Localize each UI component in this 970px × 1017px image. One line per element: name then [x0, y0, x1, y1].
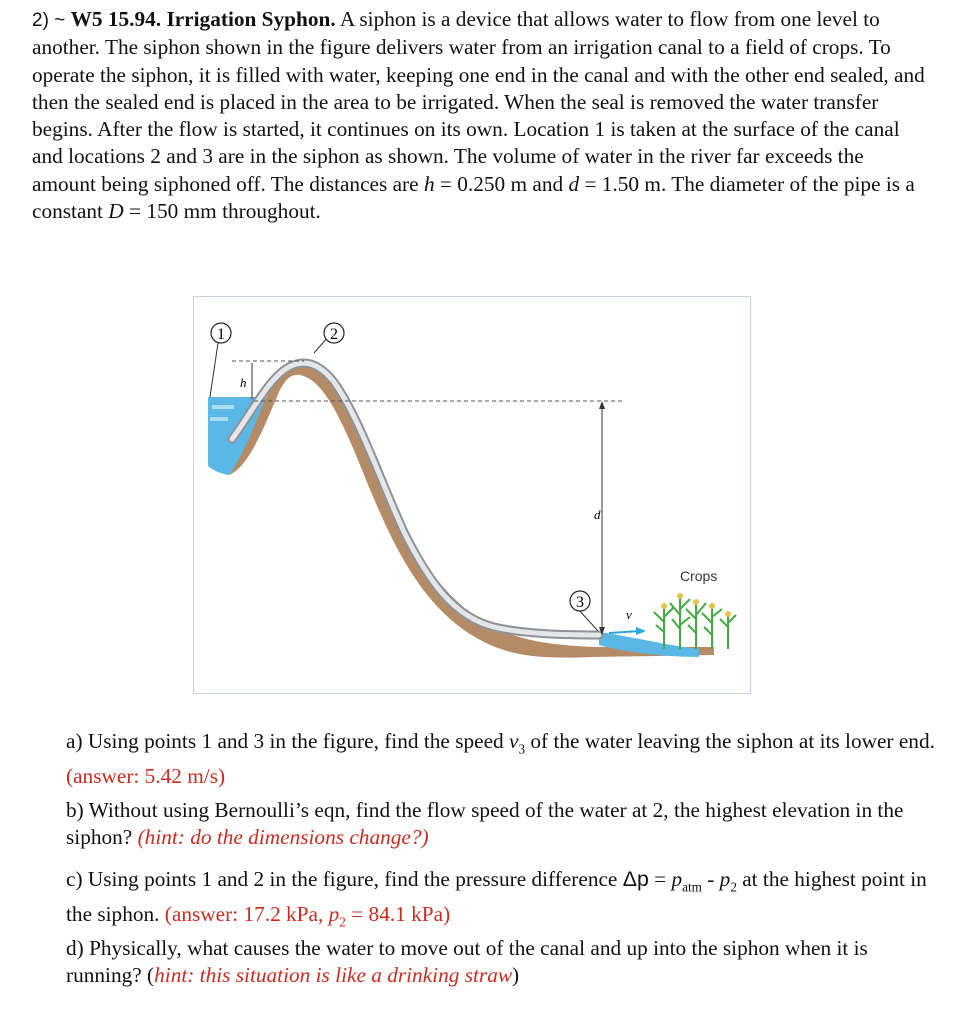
h-value: = 0.250 m and: [434, 171, 569, 196]
question-b: [66, 797, 946, 852]
siphon-figure: [193, 296, 751, 694]
question-a: [66, 728, 946, 790]
hint-d: hint: this situation is like a drinking straw: [154, 963, 513, 988]
var-p-atm: p: [671, 867, 683, 891]
pointer-3: [578, 609, 598, 631]
var-p2: p: [719, 867, 731, 891]
question-c: [66, 866, 946, 935]
question-a-text: a) Using points 1 and 3 in the figure, find the speed: [66, 729, 510, 753]
var-D: D: [108, 199, 124, 224]
question-c-text-2: at the highest point in the siphon.: [66, 867, 927, 926]
pointer-1: [210, 343, 218, 397]
question-b-text: b) Without using Bernoulli’s eqn, find the flow speed of the water at 2, the highest elevation in the siphon?: [66, 798, 904, 850]
siphon-diagram: [194, 297, 750, 693]
label-d: d: [594, 507, 601, 522]
delta-p: Δp: [622, 867, 649, 891]
label-crops: Crops: [680, 568, 718, 584]
d-arrow-top: [599, 401, 605, 409]
label-3: 3: [576, 594, 584, 611]
label-3-marker: [570, 591, 590, 611]
velocity-arrow: [609, 631, 639, 633]
answer-c-1: (answer: 17.2 kPa,: [164, 901, 329, 926]
problem-text-end: = 150 mm throughout.: [123, 199, 321, 224]
var-v3: v: [509, 729, 519, 753]
label-2-marker: [324, 323, 344, 343]
answer-c-p-sub: 2: [339, 913, 346, 929]
var-d: d: [568, 171, 580, 196]
answer-c-p: p: [328, 901, 340, 926]
var-p-atm-sub: atm: [682, 879, 702, 895]
var-v3-sub: 3: [518, 741, 526, 757]
answer-a: (answer: 5.42 m/s): [66, 763, 226, 788]
label-1-marker: [211, 323, 231, 343]
var-h: h: [423, 171, 435, 196]
problem-statement: [32, 6, 932, 225]
velocity-arrowhead: [636, 627, 646, 635]
answer-c-2: = 84.1 kPa): [345, 901, 451, 926]
equals-sign: =: [648, 867, 672, 891]
question-d: [66, 935, 946, 990]
label-v: v: [626, 607, 632, 622]
label-h: h: [240, 375, 247, 390]
label-1: 1: [217, 326, 225, 343]
question-d-close: ): [512, 963, 520, 988]
hint-b: (hint: do the dimensions change?): [137, 825, 429, 850]
label-2: 2: [330, 326, 338, 343]
d-value: = 1.50 m. The diameter of the pipe is a constant: [32, 171, 915, 224]
question-d-text: d) Physically, what causes the water to move out of the canal and up into the siphon when it is running? (: [66, 936, 868, 988]
question-a-text-2: of the water leaving the siphon at its lower end.: [525, 729, 935, 753]
siphon-pipe: [232, 363, 599, 635]
problem-text: A siphon is a device that allows water to flow from one level to another. The siphon shown in the figure delivers water from an irrigation canal to a field of crops. To operate the siphon, it is filled with water, keeping one end in the canal and with the other end sealed, and then the sealed end is placed in the area to be irrigated. When the seal is removed the water transfer begins. After the flow is started, it continues on its own. Location 1 is taken at the surface of the canal and locations 2 and 3 are in the siphon as shown. The volume of water in the river far exceeds the amount being siphoned off. The distances are: [32, 7, 925, 196]
siphon-pipe-inner: [232, 363, 599, 635]
var-p2-sub: 2: [730, 879, 737, 895]
problem-title: W5 15.94. Irrigation Syphon.: [70, 7, 336, 31]
problem-number: 2) ~: [32, 10, 66, 31]
minus-sign: -: [701, 867, 720, 891]
question-c-text: c) Using points 1 and 2 in the figure, find the pressure difference: [66, 867, 623, 891]
